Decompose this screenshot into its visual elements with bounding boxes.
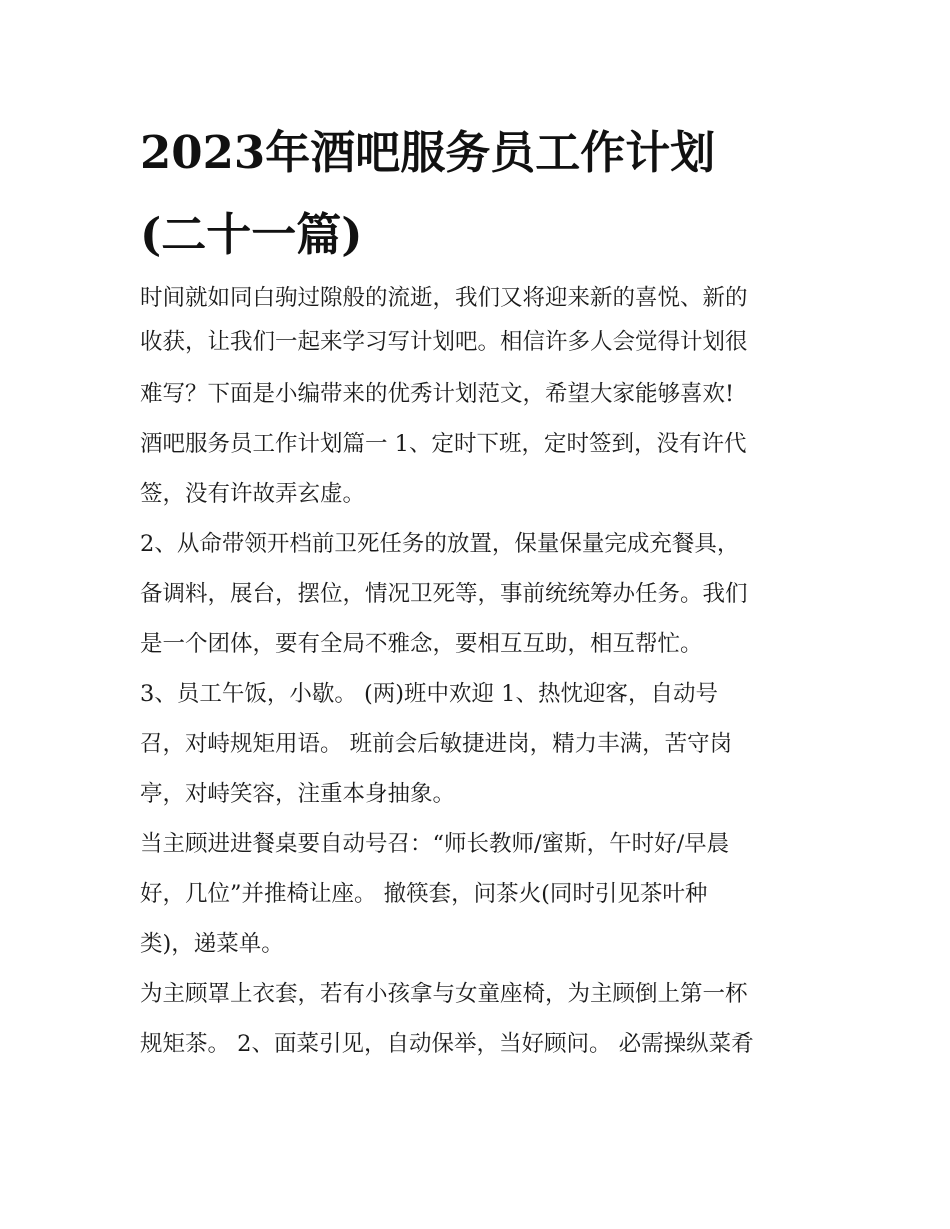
- body-line-3: 难写？下面是小编带来的优秀计划范文，希望大家能够喜欢!: [140, 381, 735, 407]
- body-line-10: 召，对峙规矩用语。 班前会后敏捷进岗，精力丰满，苦守岗: [140, 731, 733, 757]
- document-title: [140, 112, 830, 276]
- body-line-15: 为主顾罩上衣套，若有小孩拿与女童座椅，为主顾倒上第一杯: [140, 981, 748, 1007]
- body-line-16: 规矩茶。 2、面菜引见，自动保举，当好顾问。 必需操纵菜肴: [140, 1031, 754, 1057]
- body-line-8: 是一个团体，要有全局不雅念，要相互互助，相互帮忙。: [140, 631, 703, 657]
- body-line-5: 签，没有许故弄玄虚。: [140, 481, 366, 507]
- body-line-7: 备调料，展台，摆位，情况卫死等，事前统统筹办任务。我们: [140, 581, 748, 607]
- body-line-14: 类)，递菜单。: [140, 931, 284, 957]
- body-line-1: 时间就如同白驹过隙般的流逝，我们又将迎来新的喜悦、新的: [140, 285, 748, 311]
- body-line-4: 酒吧服务员工作计划篇一 1、定时下班，定时签到，没有许代: [140, 431, 747, 457]
- body-line-11: 亭，对峙笑容，注重本身抽象。: [140, 781, 456, 807]
- body-line-13: 好，几位”并推椅让座。 撤筷套，问茶火(同时引见茶叶种: [140, 881, 708, 907]
- title-line-2: (二十一篇): [140, 208, 363, 261]
- title-line-1: 2023年酒吧服务员工作计划: [140, 126, 716, 179]
- body-line-12: 当主顾进进餐桌要自动号召：“师长教师/蜜斯，午时好/早晨: [140, 831, 730, 857]
- body-line-6: 2、从命带领开档前卫死任务的放置，保量保量完成充餐具，: [140, 531, 740, 557]
- body-line-9: 3、员工午饭，小歇。 (两)班中欢迎 1、热忱迎客，自动号: [140, 681, 718, 707]
- body-line-2: 收获，让我们一起来学习写计划吧。相信许多人会觉得计划很: [140, 329, 748, 355]
